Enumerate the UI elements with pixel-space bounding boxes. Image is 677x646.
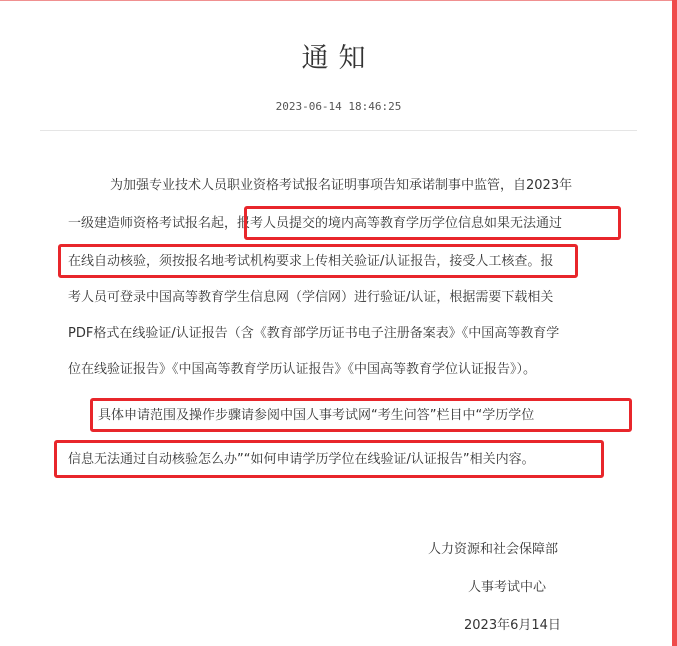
body-line-3: 在线自动核验，须按报名地考试机构要求上传相关验证/认证报告，接受人工核查。报 xyxy=(68,254,554,269)
highlight-box-1 xyxy=(244,206,621,240)
body-line-8: 信息无法通过自动核验怎么办”“如何申请学历学位在线验证/认证报告”相关内容。 xyxy=(68,452,535,467)
body-line-7: 具体申请范围及操作步骤请参阅中国人事考试网“考生问答”栏目中“学历学位 xyxy=(98,408,535,423)
highlight-box-2 xyxy=(58,244,578,278)
notice-title: 通知 xyxy=(301,43,376,74)
header-divider xyxy=(40,130,637,131)
signature-dept: 人事考试中心 xyxy=(468,580,547,595)
body-line-6: 位在线验证报告》《中国高等教育学历认证报告》《中国高等教育学位认证报告》）。 xyxy=(68,362,537,377)
body-line-1: 为加强专业技术人员职业资格考试报名证明事项告知承诺制事中监管，自2023年 xyxy=(110,178,573,193)
highlight-box-3 xyxy=(90,398,632,432)
signature-org: 人力资源和社会保障部 xyxy=(428,542,559,557)
body-line-5: PDF格式在线验证/认证报告（含《教育部学历证书电子注册备案表》《中国高等教育学 xyxy=(68,326,560,341)
right-accent-border xyxy=(672,0,677,646)
top-border-line xyxy=(0,0,677,1)
body-line-2: 一级建造师资格考试报名起，报考人员提交的境内高等教育学历学位信息如果无法通过 xyxy=(68,216,563,231)
highlight-box-4 xyxy=(54,440,604,478)
signature-date: 2023年6月14日 xyxy=(464,618,561,633)
body-line-4: 考人员可登录中国高等教育学生信息网（学信网）进行验证/认证，根据需要下载相关 xyxy=(68,290,554,305)
publish-timestamp: 2023-06-14 18:46:25 xyxy=(275,100,402,113)
